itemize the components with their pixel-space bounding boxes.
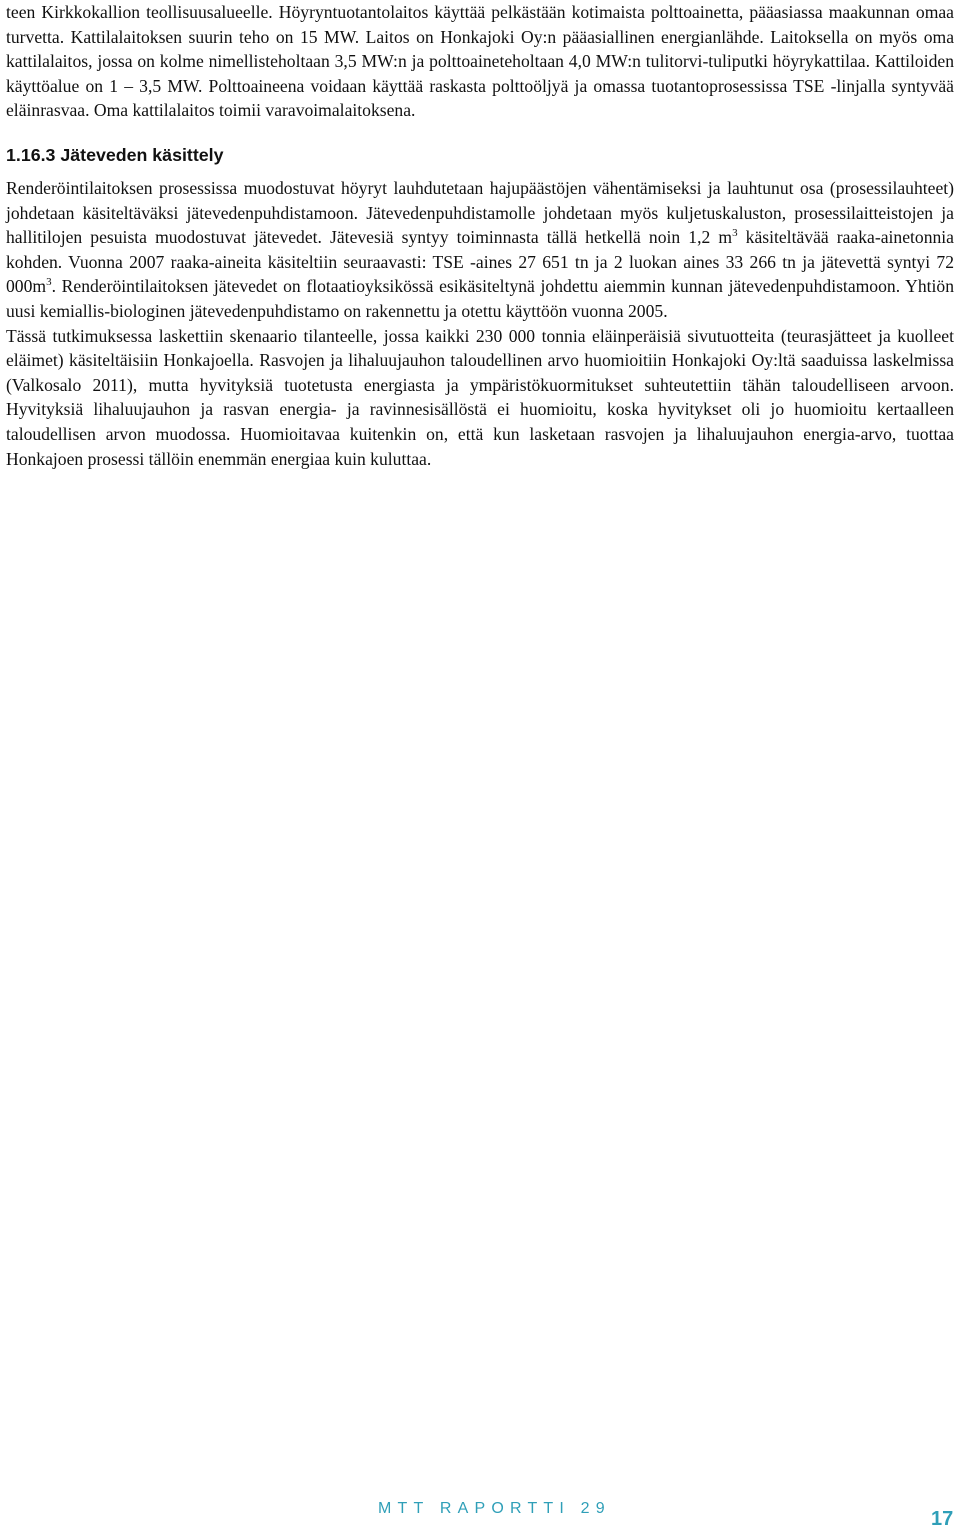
document-page [6,0,954,471]
paragraph-wastewater-text-1: Renderöintilaitoksen prosessissa muodostuvat höyryt lauhdutetaan hajupäästöjen vähentämiseksi ja lauhtunut osa (prosessilauhteet) johdetaan käsiteltäväksi jätevedenpuhdistamoon. Jätevedenpuhdistamolle johdetaan myös kuljetuskaluston, prosessilaitteistojen ja hallitilojen pesuista muodostuvat jätevedet. Jätevesiä syntyy toiminnasta tällä hetkellä noin 1,2 m [6,177,954,248]
footer-report-title: MTT RAPORTTI 29 [378,1500,611,1517]
paragraph-wastewater-text-2: käsiteltävää raaka-ainetonnia kohden. Vuonna 2007 raaka-aineita käsiteltiin seuraavasti: TSE -aines 27 651 tn ja 2 luokan aines 33 266 tn ja jätevettä syntyi 72 000m [6,227,954,297]
section-heading: 1.16.3 Jäteveden käsittely [6,144,224,165]
superscript-cubic-1: 3 [732,227,738,240]
paragraph-scenario: Tässä tutkimuksessa laskettiin skenaario tilanteelle, jossa kaikki 230 000 tonnia eläinperäisiä sivutuotteita (teurasjätteet ja kuolleet eläimet) käsiteltäisiin Honkajoella. Rasvojen ja lihaluujauhon taloudellinen arvo huomioitiin Honkajoki Oy:ltä saaduissa laskelmissa (Valkosalo 2011), mutta hyvityksiä tuotetusta energiasta ja ympäristökuormitukset suhteutettiin tähän taloudelliseen arvoon. Hyvityksiä lihaluujauhon ja rasvan energia- ja ravinnesisällöstä ei huomioitu, koska hyvitykset oli jo huomioitu kertaalleen taloudellisen arvon muodossa. Huomioitavaa kuitenkin on, että kun lasketaan rasvojen ja lihaluujauhon energia-arvo, tuottaa Honkajoen prosessi tällöin enemmän energiaa kuin kuluttaa. [6,325,954,469]
paragraph-wastewater [6,176,954,324]
superscript-cubic-2: 3 [46,276,52,289]
paragraph-wastewater-text-3: . Renderöintilaitoksen jätevedet on flotaatioyksikössä esikäsiteltynä johdettu aiemmin kunnan jätevedenpuhdistamoon. Yhtiön uusi kemiallis-biologinen jätevedenpuhdistamo on rakennettu ja otettu käyttöön vuonna 2005. [6,276,954,321]
page-number: 17 [931,1508,954,1530]
paragraph-boiler-plant: teen Kirkkokallion teollisuusalueelle. Höyryntuotantolaitos käyttää pelkästään kotimaista polttoainetta, pääasiassa maakunnan omaa turvetta. Kattilalaitoksen suurin teho on 15 MW. Laitos on Honkajoki Oy:n pääasiallinen energianlähde. Laitoksella on myös oma kattilalaitos, jossa on kolme nimellisteholtaan 3,5 MW:n ja polttoaineteholtaan 4,0 MW:n tulitorvi-tuliputki höyrykattilaa. Kattiloiden käyttöalue on 1 – 3,5 MW. Polttoaineena voidaan käyttää raskasta polttoöljyä ja omassa tuotantoprosessissa TSE -linjalla syntyvää eläinrasvaa. Oma kattilalaitos toimii varavoimalaitoksena. [6,2,954,121]
